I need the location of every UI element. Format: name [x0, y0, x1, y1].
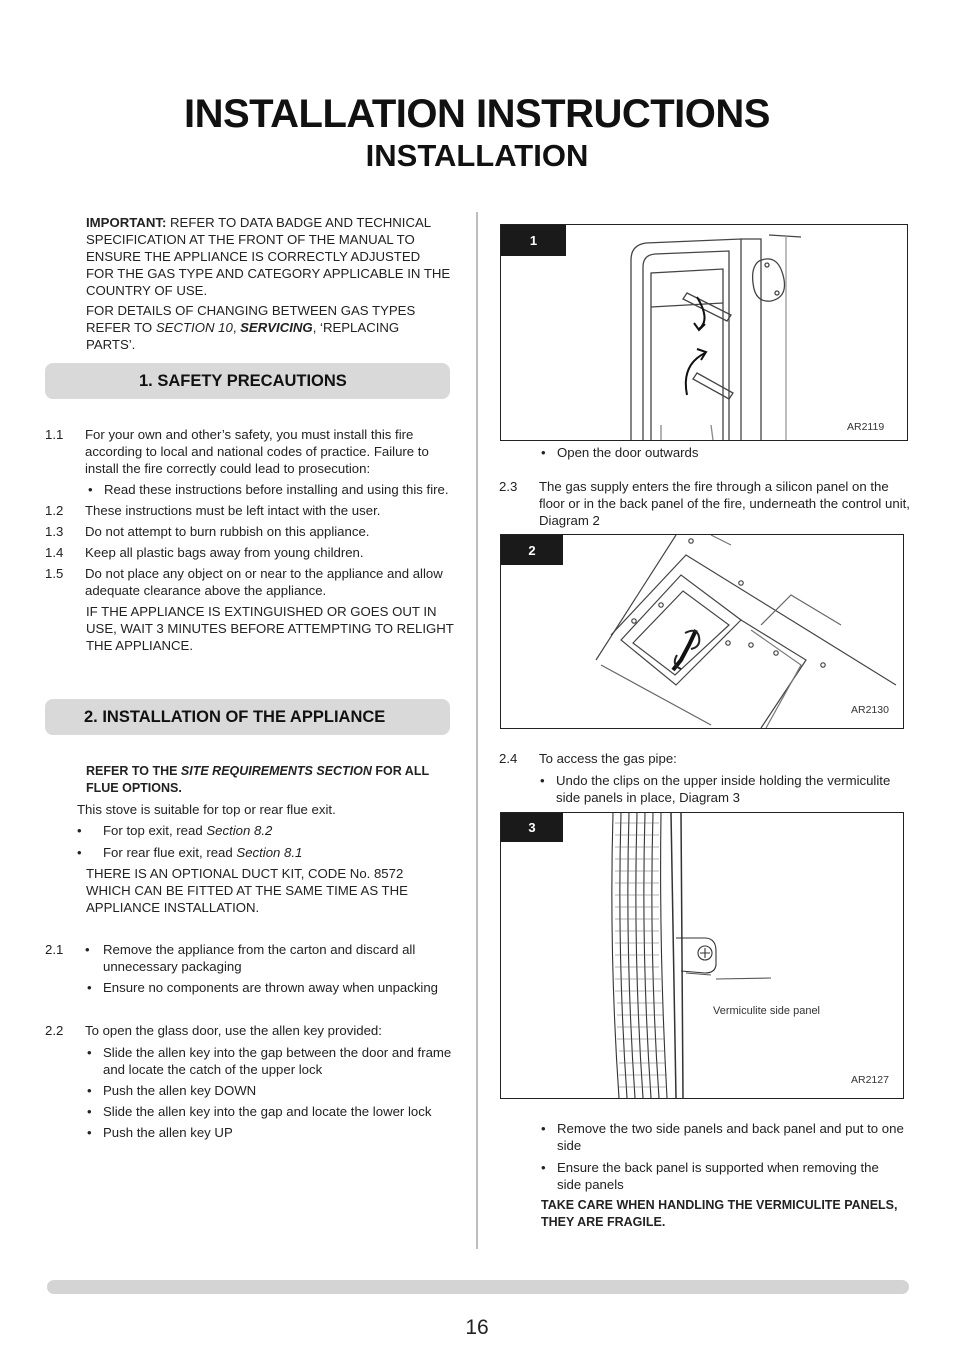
item-number: 2.4 — [499, 751, 518, 766]
item-text: Do not place any object on or near to the appliance and allow adequate clearance above the appliance. — [85, 566, 443, 598]
bullet: • — [87, 980, 92, 995]
list-item — [45, 979, 457, 996]
diagram-code: AR2119 — [847, 421, 885, 433]
duct-kit-note: THERE IS AN OPTIONAL DUCT KIT, CODE No. 8572 WHICH CAN BE FITTED AT THE SAME TIME AS THE APPLIANCE INSTALLATION. — [86, 866, 408, 915]
list-item — [541, 444, 901, 461]
diagram-number: 1 — [501, 225, 566, 256]
list-item — [45, 941, 457, 975]
list-item — [45, 502, 457, 519]
door-opening-list — [45, 1022, 457, 1141]
installation-heading-text: 2. INSTALLATION OF THE APPLIANCE — [84, 707, 386, 726]
servicing-ref: SERVICING — [240, 320, 313, 335]
bullet: • — [77, 823, 82, 838]
item-text: Push the allen key DOWN — [103, 1083, 257, 1098]
list-item — [499, 772, 911, 806]
item-number: 1.4 — [45, 545, 64, 560]
footer-bar — [47, 1280, 909, 1294]
page-subtitle: INSTALLATION — [365, 138, 589, 173]
item-text: For top exit, read — [103, 823, 207, 838]
safety-heading-text: 1. SAFETY PRECAUTIONS — [139, 371, 347, 390]
list-item — [45, 426, 457, 477]
bullet: • — [87, 1125, 92, 1140]
item-text: Ensure the back panel is supported when removing the side panels — [557, 1160, 879, 1192]
diagram-number: 3 — [501, 813, 563, 842]
item-text: To open the glass door, use the allen key provided: — [85, 1023, 382, 1038]
item-text: Keep all plastic bags away from young children. — [85, 545, 364, 560]
list-item — [541, 1159, 906, 1193]
item-number: 2.2 — [45, 1023, 64, 1038]
flue-info — [77, 801, 457, 916]
item-number: 1.1 — [45, 427, 64, 442]
gas-types-text-end: , ‘REPLACING PARTS’. — [86, 320, 400, 352]
suitable-text: This stove is suitable for top or rear flue exit. — [77, 802, 336, 817]
bullet: • — [541, 1160, 546, 1175]
item-text: These instructions must be left intact with the user. — [85, 503, 381, 518]
list-item — [45, 544, 457, 561]
list-item — [77, 844, 457, 861]
installation-heading — [45, 699, 450, 735]
comma: , — [232, 320, 241, 335]
diagram-code: AR2130 — [851, 704, 889, 716]
list-item — [45, 1082, 457, 1099]
column-divider — [476, 212, 478, 1249]
list-item — [45, 523, 457, 540]
refer-text-end: FOR ALL FLUE OPTIONS. — [86, 764, 429, 795]
list-item — [499, 750, 911, 767]
item-text: Open the door outwards — [557, 445, 699, 460]
item-text: For your own and other’s safety, you must install this fire according to local and national codes of practice. Failure to install the fire correctly could lead to prosecution: — [85, 427, 429, 476]
panel-removal-steps — [541, 1120, 906, 1231]
vermiculite-label: Vermiculite side panel — [713, 1005, 821, 1017]
item-text: Remove the appliance from the carton and discard all unnecessary packaging — [103, 942, 416, 974]
safety-list — [45, 426, 457, 654]
list-item — [541, 1120, 906, 1154]
bullet: • — [88, 482, 93, 497]
list-item — [45, 1022, 457, 1039]
item-number: 1.3 — [45, 524, 64, 539]
section-ref: Section 8.1 — [236, 845, 303, 860]
diagram-1 — [500, 224, 908, 441]
item-number: 2.1 — [45, 942, 64, 957]
diagram-number: 2 — [501, 535, 563, 565]
unpacking-list — [45, 941, 457, 996]
open-door-step — [541, 444, 901, 461]
gas-supply-step — [499, 478, 911, 529]
bullet: • — [87, 1104, 92, 1119]
bullet: • — [541, 445, 546, 460]
item-text: Slide the allen key into the gap and locate the lower lock — [103, 1104, 432, 1119]
important-text: REFER TO DATA BADGE AND TECHNICAL SPECIFICATION AT THE FRONT OF THE MANUAL TO ENSURE THE APPLIANCE IS CORRECTLY ADJUSTED FOR THE GAS TYPE AND CATEGORY APPLICABLE IN THE COUNTRY OF USE. — [86, 215, 451, 298]
item-number: 1.5 — [45, 566, 64, 581]
gas-inlet-illustration — [501, 535, 903, 728]
relight-warning: IF THE APPLIANCE IS EXTINGUISHED OR GOES OUT IN USE, WAIT 3 MINUTES BEFORE ATTEMPTING TO RELIGHT THE APPLIANCE. — [86, 604, 454, 653]
item-text: To access the gas pipe: — [539, 751, 677, 766]
list-item — [45, 1124, 457, 1141]
vermiculite-panel-illustration — [501, 813, 903, 1098]
list-item — [45, 1044, 457, 1078]
item-text: Undo the clips on the upper inside holding the vermiculite side panels in place, Diagram 3 — [556, 773, 891, 805]
section-ref: SECTION 10 — [155, 320, 233, 335]
item-text: Do not attempt to burn rubbish on this appliance. — [85, 524, 370, 539]
safety-heading — [45, 363, 450, 399]
item-text: Push the allen key UP — [103, 1125, 233, 1140]
item-text: Remove the two side panels and back panel and put to one side — [557, 1121, 904, 1153]
diagram-3 — [500, 812, 904, 1099]
list-item — [45, 481, 457, 498]
bullet: • — [85, 942, 90, 957]
important-label: IMPORTANT: — [86, 215, 167, 230]
fragile-warning: TAKE CARE WHEN HANDLING THE VERMICULITE PANELS, THEY ARE FRAGILE. — [541, 1198, 898, 1229]
gas-types-text: FOR DETAILS OF CHANGING BETWEEN GAS TYPES REFER TO — [86, 303, 416, 335]
gas-pipe-step — [499, 750, 911, 806]
item-text: For rear flue exit, read — [103, 845, 237, 860]
gas-types-note — [86, 302, 451, 353]
bullet: • — [87, 1045, 92, 1060]
site-requirements-ref: SITE REQUIREMENTS SECTION — [180, 764, 372, 778]
diagram-2 — [500, 534, 904, 729]
page-number: 16 — [465, 1316, 489, 1339]
door-illustration — [501, 225, 907, 440]
item-number: 1.2 — [45, 503, 64, 518]
important-notice — [86, 214, 451, 299]
item-text: Ensure no components are thrown away when unpacking — [103, 980, 439, 995]
list-item — [499, 478, 911, 529]
item-text: Slide the allen key into the gap between the door and frame and locate the catch of the upper lock — [103, 1045, 452, 1077]
section-ref: Section 8.2 — [206, 823, 273, 838]
flue-options-note — [86, 763, 451, 797]
list-item — [77, 822, 457, 839]
list-item — [45, 565, 457, 599]
diagram-code: AR2127 — [851, 1074, 889, 1086]
bullet: • — [540, 773, 545, 788]
item-number: 2.3 — [499, 479, 518, 494]
list-item — [45, 1103, 457, 1120]
page-title: INSTALLATION INSTRUCTIONS — [184, 92, 770, 136]
bullet: • — [77, 845, 82, 860]
bullet: • — [87, 1083, 92, 1098]
item-text: The gas supply enters the fire through a silicon panel on the floor or in the back panel of the fire, underneath the control unit, Diagram 2 — [539, 479, 910, 528]
refer-text: REFER TO THE — [86, 764, 181, 778]
bullet: • — [541, 1121, 546, 1136]
item-text: Read these instructions before installing and using this fire. — [104, 482, 449, 497]
